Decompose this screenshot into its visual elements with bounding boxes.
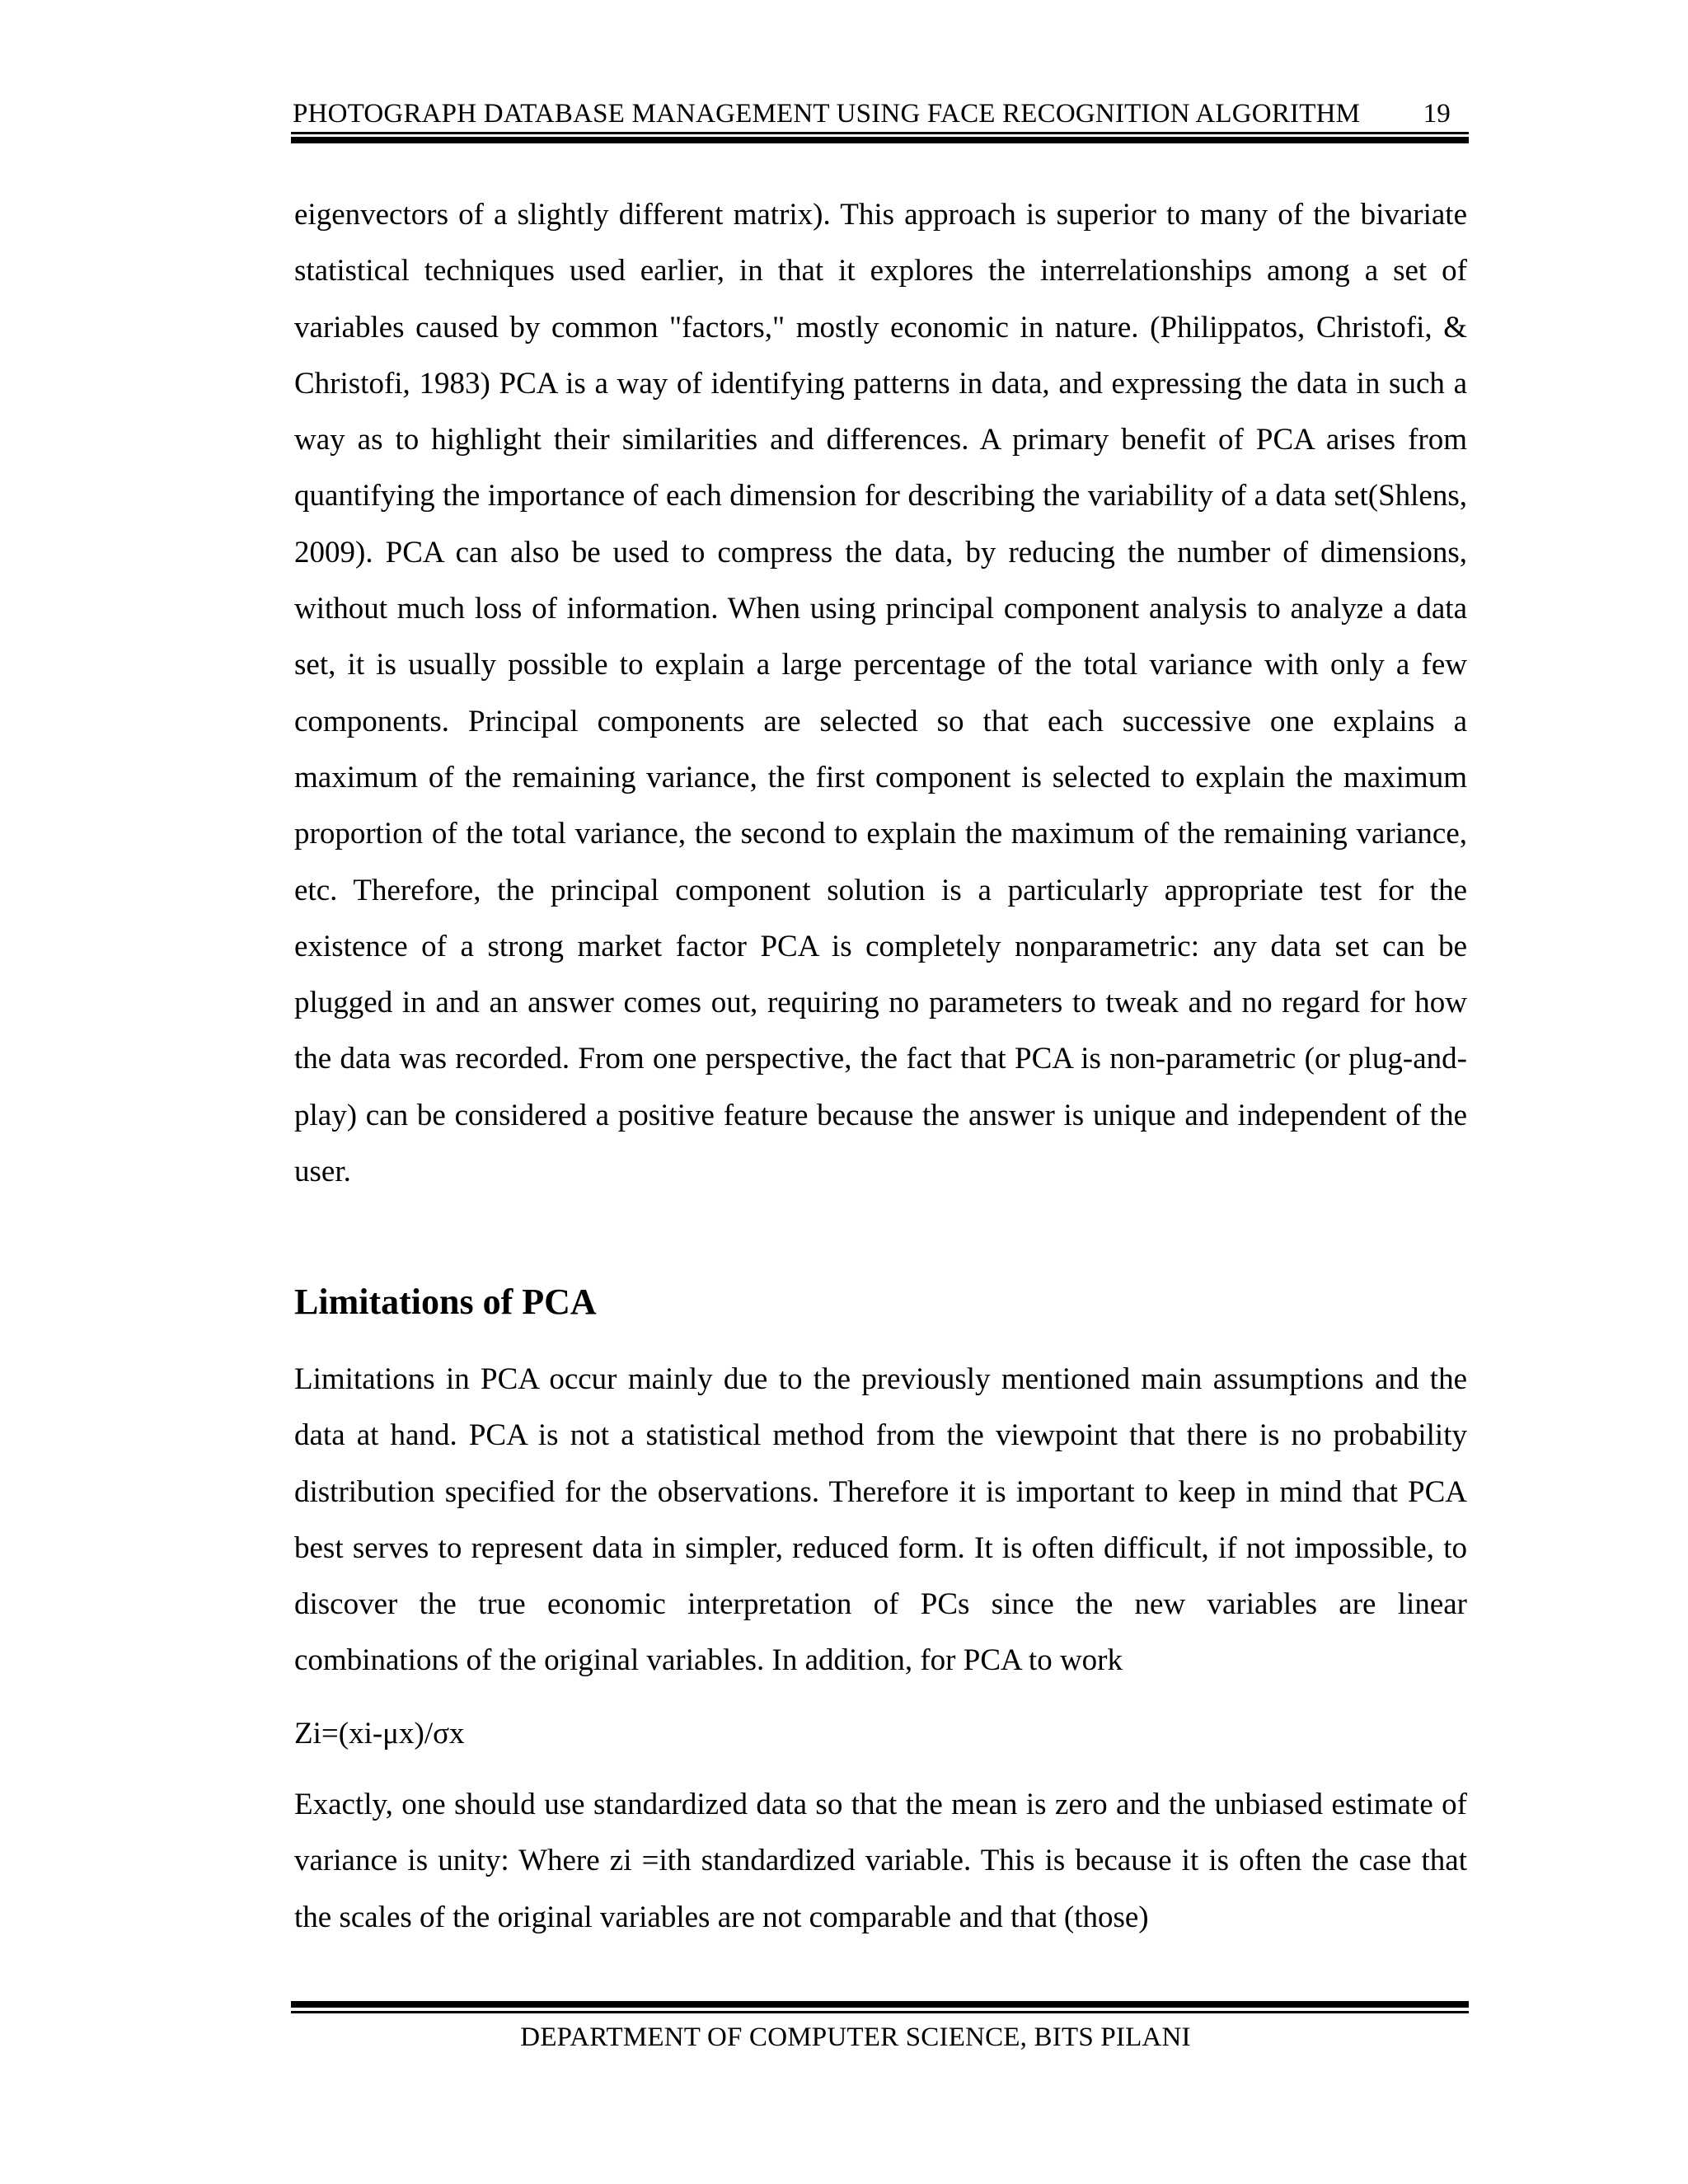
footer-rule-thin <box>291 2011 1469 2013</box>
body-paragraph-2: Limitations in PCA occur mainly due to the previously mentioned main assumptions and the data at hand. PCA is not a statistical method from the viewpoint that there is no probability distribution specified for the observations. Therefore it is important to keep in mind that PCA best serves to represent data in simpler, reduced form. It is often difficult, if not impossible, to discover the true economic interpretation of PCs since the new variables are linear combinations of the original variables. In addition, for PCA to work <box>294 1362 1467 1678</box>
running-header <box>293 97 1467 130</box>
running-title: PHOTOGRAPH DATABASE MANAGEMENT USING FACE RECOGNITION ALGORITHM <box>293 99 1361 129</box>
running-footer: DEPARTMENT OF COMPUTER SCIENCE, BITS PILANI <box>520 2022 1191 2052</box>
body-paragraph-1: eigenvectors of a slightly different matrix). This approach is superior to many of the bivariate statistical techniques used earlier, in that it explores the interrelationships among a set of variables caused by common "factors," mostly economic in nature. (Philippatos, Christofi, & Christofi, 1983) PCA is a way of identifying patterns in data, and expressing the data in such a way as to highlight their similarities and differences. A primary benefit of PCA arises from quantifying the importance of each dimension for describing the variability of a data set(Shlens, 2009). PCA can also be used to compress the data, by reducing the number of dimensions, without much loss of information. When using principal component analysis to analyze a data set, it is usually possible to explain a large percentage of the total variance with only a few components. Principal components are selected so that each successive one explains a maximum of the remaining variance, the first component is selected to explain the maximum proportion of the total variance, the second to explain the maximum of the remaining variance, etc. Therefore, the principal component solution is a particularly appropriate test for the existence of a strong market factor PCA is completely nonparametric: any data set can be plugged in and an answer comes out, requiring no parameters to tweak and no regard for how the data was recorded. From one perspective, the fact that PCA is non-parametric (or plug-and-play) can be considered a positive feature because the answer is unique and independent of the user. <box>294 198 1467 1189</box>
footer-rule-thick <box>291 2001 1469 2008</box>
standardization-formula: Zi=(xi-μx)/σx <box>294 1717 465 1750</box>
page-number: 19 <box>1423 99 1451 129</box>
header-rule-thick <box>291 137 1469 143</box>
body-paragraph-3: Exactly, one should use standardized data so that the mean is zero and the unbiased estimate of variance is unity: Where zi =ith standardized variable. This is because it is often the case that the scales of the original variables are not comparable and that (those) <box>294 1788 1467 1934</box>
section-heading: Limitations of PCA <box>294 1282 597 1322</box>
header-rule-thin <box>291 132 1469 134</box>
